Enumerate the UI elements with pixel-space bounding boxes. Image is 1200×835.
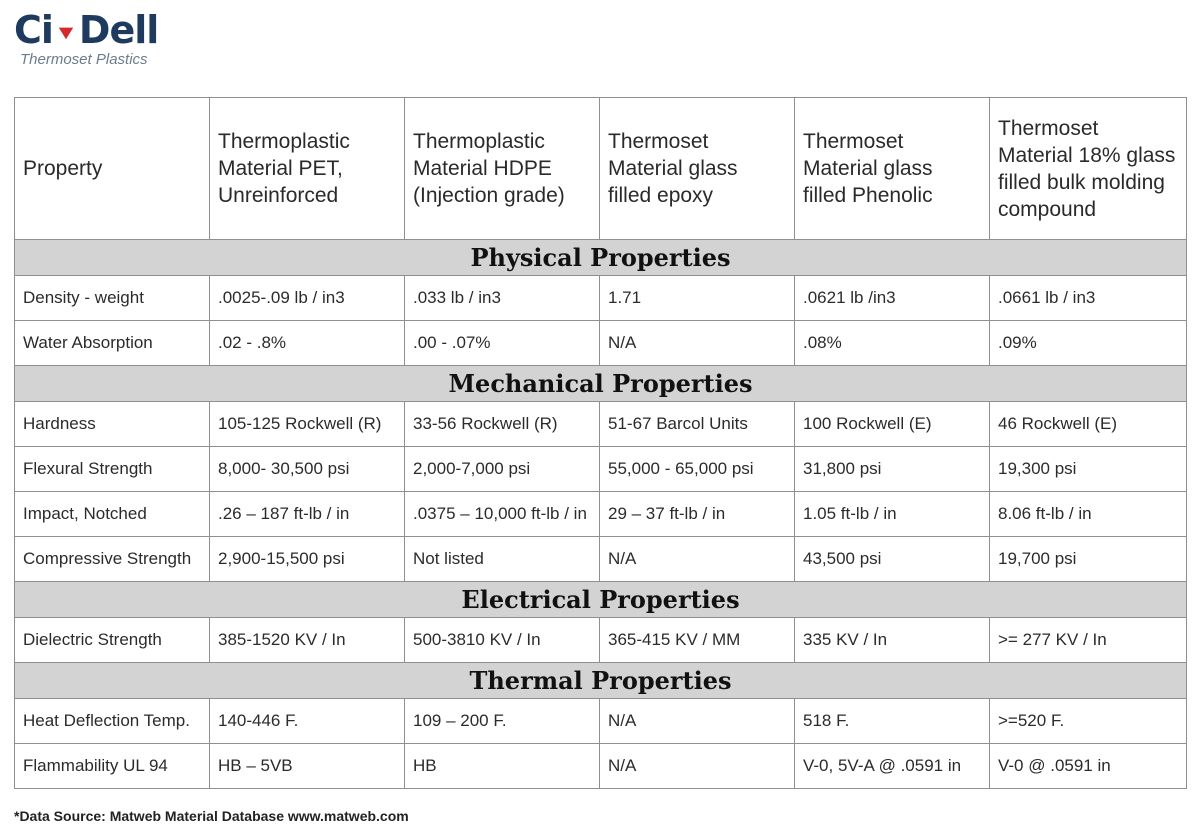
value-cell: 55,000 - 65,000 psi	[600, 447, 795, 492]
header-property: Property	[15, 98, 210, 240]
value-cell: .0661 lb / in3	[990, 276, 1187, 321]
value-cell: HB – 5VB	[210, 744, 405, 789]
section-row-mechanical-properties	[15, 366, 1187, 402]
value-cell: V-0 @ .0591 in	[990, 744, 1187, 789]
table-row	[15, 744, 1187, 789]
value-cell: 2,000-7,000 psi	[405, 447, 600, 492]
property-name-cell: Flexural Strength	[15, 447, 210, 492]
value-cell: 43,500 psi	[795, 537, 990, 582]
value-cell: 109 – 200 F.	[405, 699, 600, 744]
value-cell: 105-125 Rockwell (R)	[210, 402, 405, 447]
property-name-cell: Compressive Strength	[15, 537, 210, 582]
value-cell: >= 277 KV / In	[990, 618, 1187, 663]
header-row	[15, 98, 1187, 240]
value-cell: 335 KV / In	[795, 618, 990, 663]
section-title: Physical Properties	[15, 240, 1187, 276]
value-cell: 500-3810 KV / In	[405, 618, 600, 663]
section-row-physical-properties	[15, 240, 1187, 276]
heart-icon	[57, 24, 75, 42]
property-name-cell: Hardness	[15, 402, 210, 447]
value-cell: N/A	[600, 537, 795, 582]
value-cell: 46 Rockwell (E)	[990, 402, 1187, 447]
value-cell: .00 - .07%	[405, 321, 600, 366]
table-row	[15, 699, 1187, 744]
logo-tagline: Thermoset Plastics	[20, 51, 148, 68]
value-cell: .0375 – 10,000 ft-lb / in	[405, 492, 600, 537]
logo-text-dell: Dell	[78, 8, 159, 52]
value-cell: N/A	[600, 744, 795, 789]
value-cell: .033 lb / in3	[405, 276, 600, 321]
table-row	[15, 321, 1187, 366]
header-phenolic: Thermoset Material glass filled Phenolic	[795, 98, 990, 240]
property-name-cell: Water Absorption	[15, 321, 210, 366]
table-row	[15, 492, 1187, 537]
value-cell: 2,900-15,500 psi	[210, 537, 405, 582]
table-row	[15, 618, 1187, 663]
header-bmc: Thermoset Material 18% glass filled bulk molding compound	[990, 98, 1187, 240]
property-name-cell: Dielectric Strength	[15, 618, 210, 663]
value-cell: .0025-.09 lb / in3	[210, 276, 405, 321]
property-name-cell: Density - weight	[15, 276, 210, 321]
value-cell: 51-67 Barcol Units	[600, 402, 795, 447]
property-name-cell: Impact, Notched	[15, 492, 210, 537]
value-cell: HB	[405, 744, 600, 789]
table-row	[15, 276, 1187, 321]
section-title: Mechanical Properties	[15, 366, 1187, 402]
value-cell: 19,300 psi	[990, 447, 1187, 492]
value-cell: 33-56 Rockwell (R)	[405, 402, 600, 447]
table-row	[15, 447, 1187, 492]
value-cell: >=520 F.	[990, 699, 1187, 744]
value-cell: 31,800 psi	[795, 447, 990, 492]
value-cell: 100 Rockwell (E)	[795, 402, 990, 447]
logo-text-ci: Ci	[14, 8, 53, 52]
value-cell: 1.71	[600, 276, 795, 321]
value-cell: N/A	[600, 699, 795, 744]
value-cell: .26 – 187 ft-lb / in	[210, 492, 405, 537]
value-cell: 140-446 F.	[210, 699, 405, 744]
header-epoxy: Thermoset Material glass filled epoxy	[600, 98, 795, 240]
value-cell: 1.05 ft-lb / in	[795, 492, 990, 537]
section-title: Thermal Properties	[15, 663, 1187, 699]
value-cell: 518 F.	[795, 699, 990, 744]
value-cell: Not listed	[405, 537, 600, 582]
data-source-footnote: *Data Source: Matweb Material Database www.matweb.com	[14, 808, 409, 824]
value-cell: .08%	[795, 321, 990, 366]
value-cell: .09%	[990, 321, 1187, 366]
header-hdpe: Thermoplastic Material HDPE (Injection grade)	[405, 98, 600, 240]
company-logo	[14, 8, 184, 70]
value-cell: 19,700 psi	[990, 537, 1187, 582]
value-cell: .02 - .8%	[210, 321, 405, 366]
value-cell: N/A	[600, 321, 795, 366]
table-row	[15, 537, 1187, 582]
value-cell: 29 – 37 ft-lb / in	[600, 492, 795, 537]
value-cell: 8,000- 30,500 psi	[210, 447, 405, 492]
value-cell: 385-1520 KV / In	[210, 618, 405, 663]
value-cell: .0621 lb /in3	[795, 276, 990, 321]
section-title: Electrical Properties	[15, 582, 1187, 618]
section-row-electrical-properties	[15, 582, 1187, 618]
header-pet: Thermoplastic Material PET, Unreinforced	[210, 98, 405, 240]
property-name-cell: Flammability UL 94	[15, 744, 210, 789]
value-cell: 365-415 KV / MM	[600, 618, 795, 663]
material-properties-table	[14, 97, 1187, 789]
logo-wordmark	[14, 8, 184, 52]
table-row	[15, 402, 1187, 447]
section-row-thermal-properties	[15, 663, 1187, 699]
property-name-cell: Heat Deflection Temp.	[15, 699, 210, 744]
value-cell: V-0, 5V-A @ .0591 in	[795, 744, 990, 789]
value-cell: 8.06 ft-lb / in	[990, 492, 1187, 537]
